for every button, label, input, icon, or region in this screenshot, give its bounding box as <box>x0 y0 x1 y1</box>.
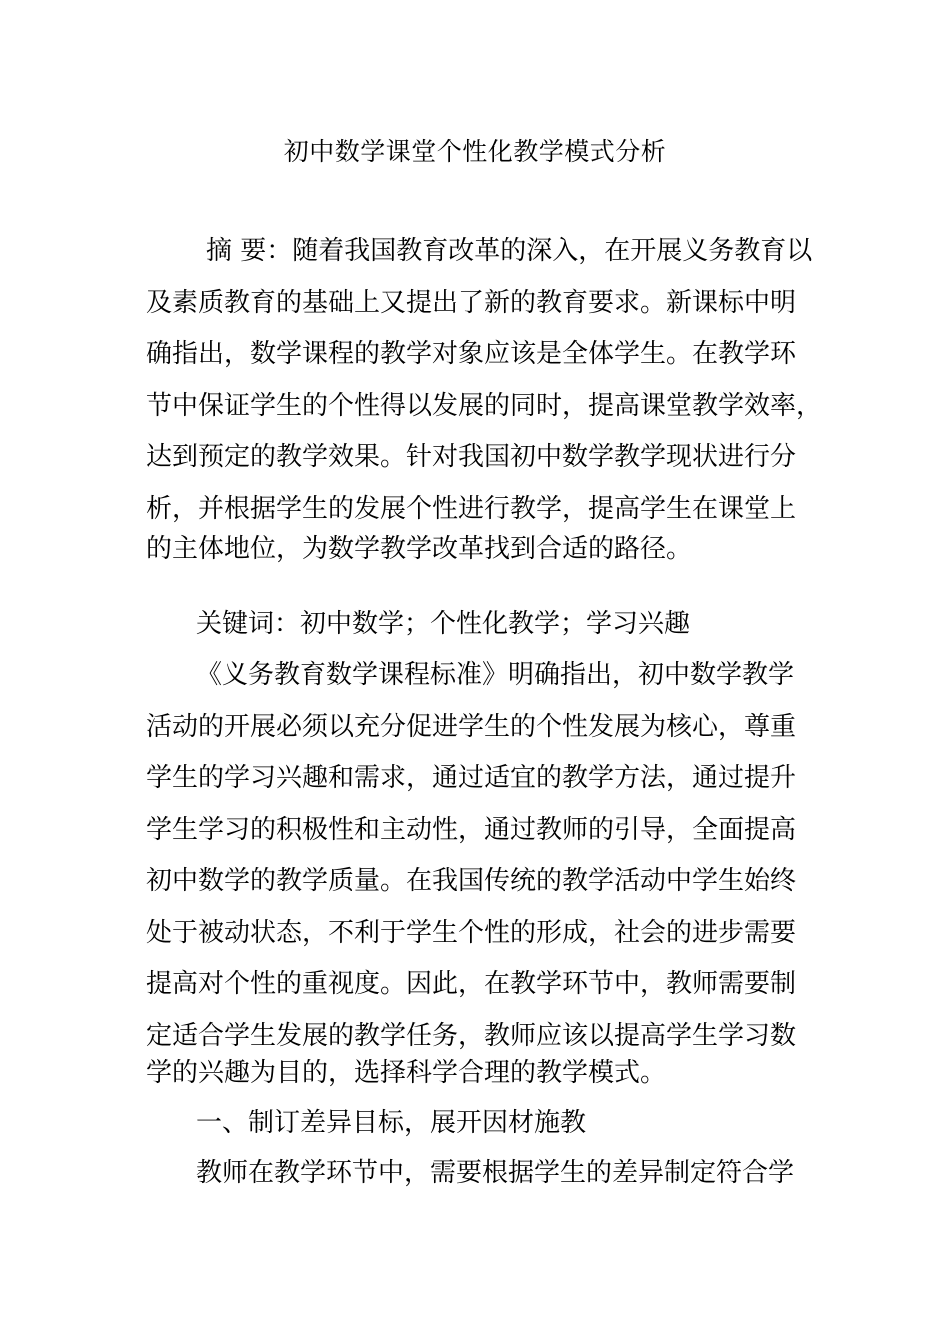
body-line: 学生的学习兴趣和需求，通过适宜的教学方法，通过提升 <box>146 763 797 793</box>
keywords-line: 关键词：初中数学；个性化教学；学习兴趣 <box>196 609 691 639</box>
body-line: 学生学习的积极性和主动性，通过教师的引导，全面提高 <box>146 815 797 845</box>
abstract-line: 确指出，数学课程的教学对象应该是全体学生。在教学环 <box>146 339 797 369</box>
body-line: 定适合学生发展的教学任务，教师应该以提高学生学习数 <box>146 1021 797 1051</box>
abstract-line: 节中保证学生的个性得以发展的同时，提高课堂教学效率， <box>146 391 823 421</box>
abstract-line: 的主体地位，为数学教学改革找到合适的路径。 <box>146 534 693 564</box>
body-line: 《义务教育数学课程标准》明确指出，初中数学教学 <box>196 660 795 690</box>
body-line: 学的兴趣为目的，选择科学合理的教学模式。 <box>146 1058 667 1088</box>
body-line: 初中数学的教学质量。在我国传统的教学活动中学生始终 <box>146 866 797 896</box>
section-heading: 一、制订差异目标，展开因材施教 <box>196 1108 587 1138</box>
body-line: 提高对个性的重视度。因此，在教学环节中，教师需要制 <box>146 969 797 999</box>
abstract-line: 及素质教育的基础上又提出了新的教育要求。新课标中明 <box>146 288 797 318</box>
body-line: 活动的开展必须以充分促进学生的个性发展为核心，尊重 <box>146 712 797 742</box>
abstract-line: 摘 要：随着我国教育改革的深入，在开展义务教育以 <box>206 236 813 266</box>
body-line: 处于被动状态，不利于学生个性的形成，社会的进步需要 <box>146 918 797 948</box>
abstract-line: 达到预定的教学效果。针对我国初中数学教学现状进行分 <box>146 442 797 472</box>
abstract-line: 析，并根据学生的发展个性进行教学，提高学生在课堂上 <box>146 494 797 524</box>
body-line: 教师在教学环节中，需要根据学生的差异制定符合学 <box>196 1158 795 1188</box>
page-title: 初中数学课堂个性化教学模式分析 <box>283 137 667 166</box>
